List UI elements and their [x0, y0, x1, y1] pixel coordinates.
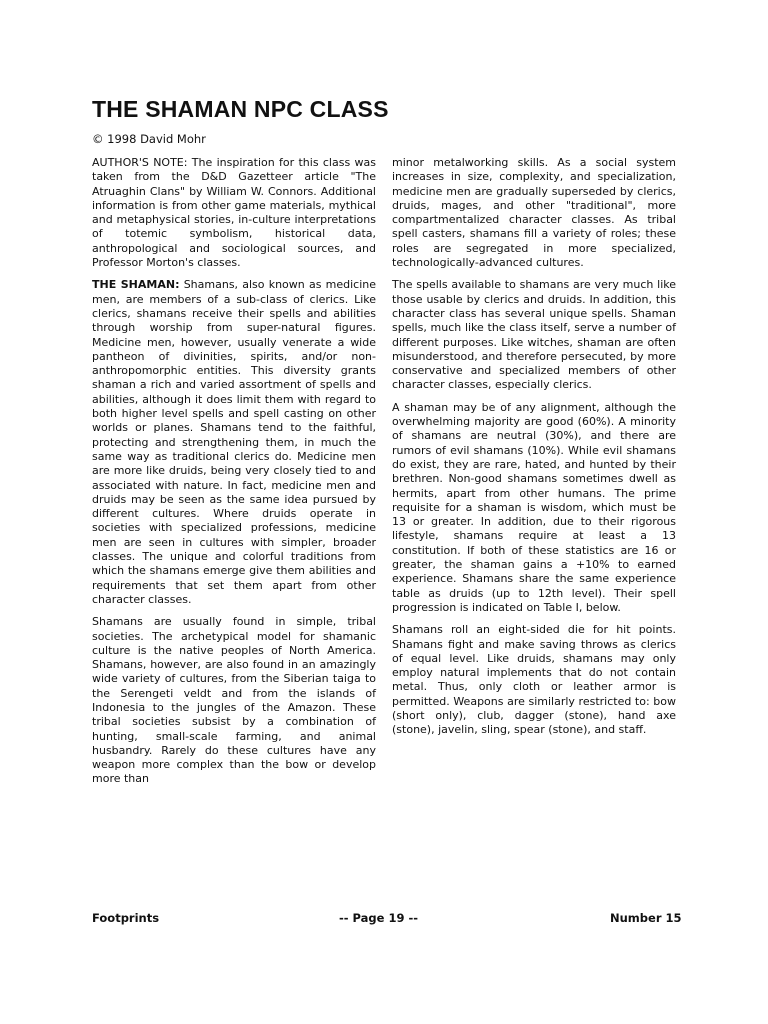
- copyright-line: © 1998 David Mohr: [92, 132, 206, 146]
- hit-points-paragraph: Shamans roll an eight-sided die for hit points. Shamans fight and make saving throws as clerics of equal level. Like druids, shamans may only employ natural implements that do not contain metal. Thus, only cloth or leather armor is permitted. Weapons are similarly restricted to: bow (short only), club, dagger (stone), hand axe (stone), javelin, sling, spear (stone), and staff.: [392, 623, 676, 737]
- shaman-lead-in: THE SHAMAN:: [92, 278, 180, 292]
- spells-paragraph: The spells available to shamans are very much like those usable by clerics and druids. In addition, this character class has several unique spells. Shaman spells, much like the class itself, serve a number of different purposes. Like witches, shaman are often misunderstood, and therefore persecuted, by more conservative and specialized members of other character classes, especially clerics.: [392, 278, 676, 392]
- footer-issue-number: Number 15: [610, 911, 682, 925]
- social-system-paragraph: minor metalworking skills. As a social system increases in size, complexity, and specialization, medicine men are gradually superseded by clerics, druids, mages, and other "traditional", more compartmentalized character classes. As tribal spell casters, shamans fill a variety of roles; these roles are segregated in more specialized, technologically-advanced cultures.: [392, 156, 676, 270]
- authors-note-paragraph: AUTHOR'S NOTE: The inspiration for this class was taken from the D&D Gazetteer article "The Atruaghin Clans" by William W. Connors. Additional information is from other game materials, mythical and metaphysical stories, in-culture interpretations of totemic symbolism, historical data, anthropological and sociological sources, and Professor Morton's classes.: [92, 156, 376, 270]
- page-title: THE SHAMAN NPC CLASS: [92, 96, 389, 122]
- tribal-societies-paragraph: Shamans are usually found in simple, tribal societies. The archetypical model for shamanic culture is the native peoples of North America. Shamans, however, are also found in an amazingly wide variety of cultures, from the Siberian taiga to the Serengeti veldt and from the islands of Indonesia to the jungles of the Amazon. These tribal societies subsist by a combination of hunting, small-scale farming, and animal husbandry. Rarely do these cultures have any weapon more complex than the bow or develop more than: [92, 615, 376, 786]
- left-column: [92, 156, 376, 795]
- right-column: [392, 156, 676, 746]
- shaman-intro-text: Shamans, also known as medicine men, are members of a sub-class of clerics. Like clerics, shamans receive their spells and abilities through worship from super-natural figures. Medicine men, however, usually venerate a wide pantheon of divinities, spirits, and/or non-anthropomorphic entities. This diversity grants shaman a rich and varied assortment of spells and abilities, although it does limit them with regard to both higher level spells and spell casting on other worlds or planes. Shamans tend to the faithful, protecting and strengthening them, in much the same way as traditional clerics do. Medicine men are more like druids, being very closely tied to and associated with nature. In fact, medicine men and druids may be seen as the same idea pursued by different cultures. Where druids operate in societies with specialized professions, medicine men are seen in cultures with simpler, broader classes. The unique and colorful traditions from which the shamans emerge give them abilities and requirements that set them apart from other character classes.: [92, 278, 377, 606]
- alignment-paragraph: A shaman may be of any alignment, although the overwhelming majority are good (60%). A minority of shamans are neutral (30%), and there are rumors of evil shamans (10%). While evil shamans do exist, they are rare, hated, and hunted by their brethren. Non-good shamans sometimes dwell as hermits, apart from other humans. The prime requisite for a shaman is wisdom, which must be 13 or greater. In addition, due to their rigorous lifestyle, shamans require at least a 13 constitution. If both of these statistics are 16 or greater, the shaman gains a +10% to earned experience. Shamans share the same experience table as druids (up to 12th level). Their spell progression is indicated on Table I, below.: [392, 400, 676, 614]
- shaman-intro-paragraph: [92, 278, 376, 607]
- footer-page-number: -- Page 19 --: [339, 911, 419, 925]
- footer-publication: Footprints: [92, 911, 160, 925]
